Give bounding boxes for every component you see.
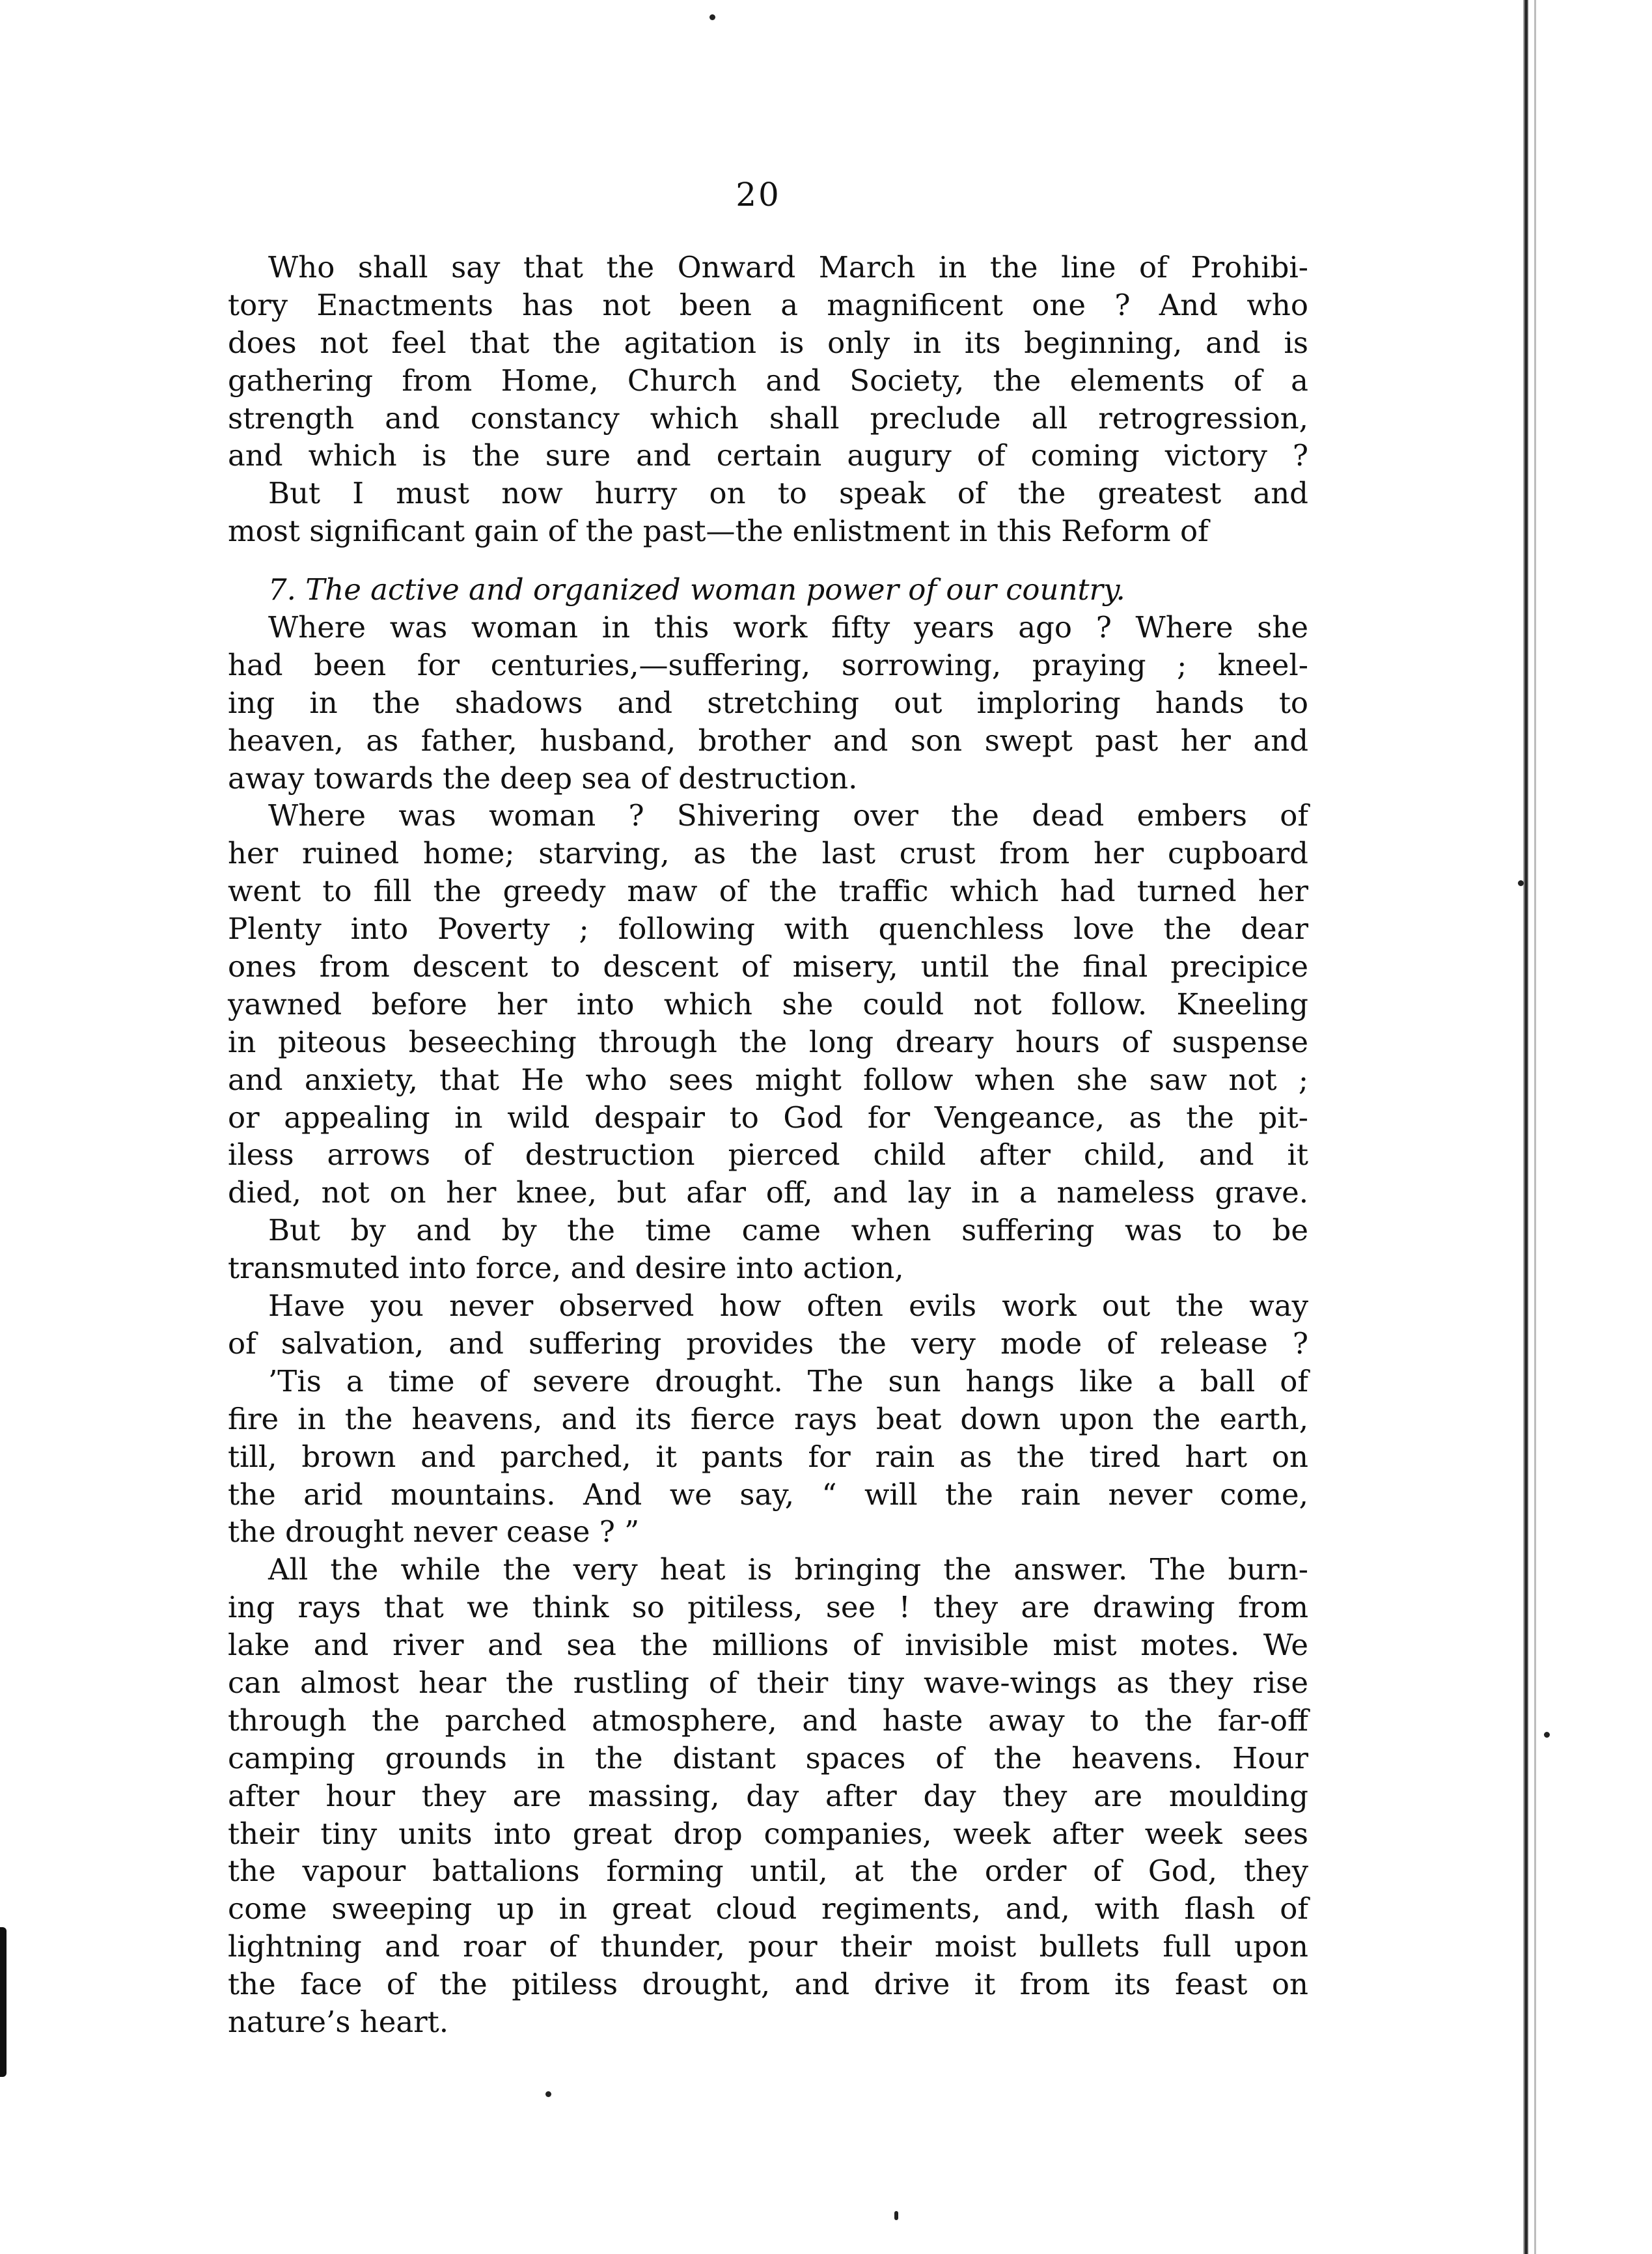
text-line: their tiny units into great drop companies, week after week sees	[228, 1816, 1308, 1851]
text-line: went to fill the greedy maw of the traffic which had turned her	[228, 874, 1308, 909]
text-line: heaven, as father, husband, brother and son swept past her and	[228, 723, 1308, 758]
text-line: Where was woman in this work fifty years ago ? Where she	[268, 610, 1308, 645]
text-line: gathering from Home, Church and Society, the elements of a	[228, 363, 1308, 398]
text-line: Who shall say that the Onward March in the line of Prohibi-	[268, 250, 1308, 285]
ink-speck	[545, 2091, 551, 2097]
text-line: ones from descent to descent of misery, until the final precipice	[228, 949, 1308, 984]
text-line: ing in the shadows and stretching out imploring hands to	[228, 685, 1308, 720]
ink-speck	[1544, 1732, 1550, 1738]
text-line: the drought never cease ? ”	[228, 1514, 640, 1550]
ink-speck	[1518, 880, 1524, 886]
text-line: But I must now hurry on to speak of the greatest and	[268, 476, 1308, 511]
text-line: nature’s heart.	[228, 2004, 449, 2039]
text-line: the vapour battalions forming until, at the order of God, they	[228, 1854, 1308, 1889]
text-line: come sweeping up in great cloud regiments, and, with flash of	[228, 1891, 1308, 1927]
binding-edge-outer	[1534, 0, 1536, 2254]
text-line: lake and river and sea the millions of invisible mist motes. We	[228, 1628, 1308, 1663]
binding-edge	[1523, 0, 1528, 2254]
text-line: of salvation, and suffering provides the very mode of release ?	[228, 1326, 1308, 1361]
text-line: does not feel that the agitation is only in its beginning, and is	[228, 325, 1308, 360]
text-line: till, brown and parched, it pants for rain as the tired hart on	[228, 1439, 1308, 1474]
text-line: But by and by the time came when suffering was to be	[268, 1213, 1308, 1248]
text-line: or appealing in wild despair to God for Vengeance, as the pit-	[228, 1100, 1308, 1135]
text-line: and which is the sure and certain augury of coming victory ?	[228, 438, 1308, 473]
text-line: strength and constancy which shall preclude all retrogression,	[228, 400, 1308, 436]
text-line: died, not on her knee, but afar off, and lay in a nameless grave.	[228, 1175, 1308, 1210]
left-edge-mark	[0, 1927, 7, 2077]
text-line: iless arrows of destruction pierced child after child, and it	[228, 1137, 1308, 1173]
text-line: transmuted into force, and desire into action,	[228, 1251, 904, 1286]
text-line: Where was woman ? Shivering over the dead embers of	[268, 798, 1308, 833]
text-line: camping grounds in the distant spaces of the heavens. Hour	[228, 1740, 1308, 1775]
page-number: 20	[736, 176, 781, 214]
section-heading-line: 7. The active and organized woman power of our country.	[268, 572, 1125, 607]
text-line: her ruined home; starving, as the last crust from her cupboard	[228, 836, 1308, 871]
text-line: Have you never observed how often evils work out the way	[268, 1288, 1308, 1324]
ink-speck	[709, 14, 715, 20]
body-text	[228, 249, 1308, 2041]
text-line: the arid mountains. And we say, “ will the rain never come,	[228, 1477, 1308, 1512]
text-line: ’Tis a time of severe drought. The sun hangs like a ball of	[268, 1363, 1308, 1398]
text-line: most significant gain of the past—the enlistment in this Reform of	[228, 514, 1209, 549]
ink-speck	[894, 2211, 898, 2220]
paragraph-gap	[228, 550, 1308, 571]
text-line: in piteous beseeching through the long dreary hours of suspense	[228, 1024, 1308, 1059]
text-line: ing rays that we think so pitiless, see ! they are drawing from	[228, 1590, 1308, 1625]
text-line: after hour they are massing, day after day they are moulding	[228, 1778, 1308, 1813]
text-line: yawned before her into which she could not follow. Kneeling	[228, 986, 1308, 1022]
text-line: fire in the heavens, and its fierce rays beat down upon the earth,	[228, 1401, 1308, 1436]
text-line: had been for centuries,—suffering, sorrowing, praying ; kneel-	[228, 647, 1308, 682]
text-line: lightning and roar of thunder, pour their moist bullets full upon	[228, 1929, 1308, 1964]
text-line: the face of the pitiless drought, and drive it from its feast on	[228, 1967, 1308, 2002]
text-line: and anxiety, that He who sees might follow when she saw not ;	[228, 1062, 1308, 1097]
text-line: can almost hear the rustling of their tiny wave-wings as they rise	[228, 1665, 1308, 1700]
text-line: through the parched atmosphere, and haste away to the far-off	[228, 1703, 1308, 1738]
text-line: tory Enactments has not been a magnificent one ? And who	[228, 287, 1308, 322]
text-line: away towards the deep sea of destruction.	[228, 760, 858, 796]
text-line: Plenty into Poverty ; following with quenchless love the dear	[228, 911, 1308, 947]
text-line: All the while the very heat is bringing the answer. The burn-	[268, 1552, 1308, 1587]
